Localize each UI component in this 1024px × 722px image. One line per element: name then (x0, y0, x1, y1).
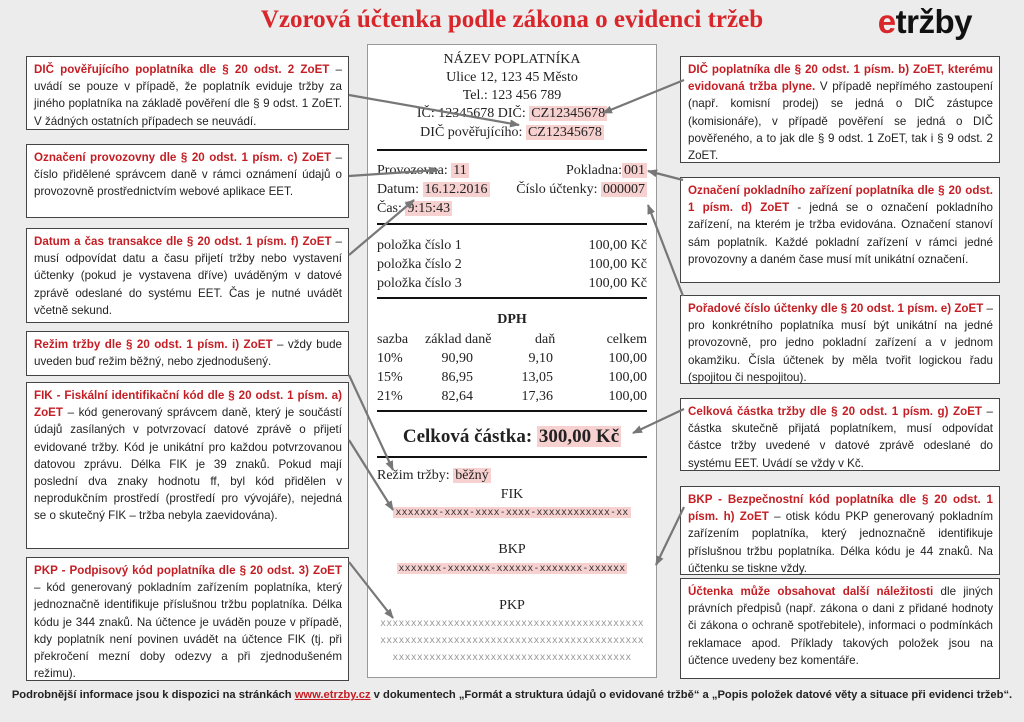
receipt-rezim: Režim tržby: běžný (377, 468, 489, 483)
dph-cell: 90,90 (441, 351, 473, 366)
note-title: Označení pokladního zařízení poplatníka dle § 20 odst. 1 písm. d) ZoET (688, 184, 993, 215)
receipt-item: položka číslo 3 (377, 276, 462, 291)
pkp-code: xxxxxxxxxxxxxxxxxxxxxxxxxxxxxxxxxxxxxxxxxxx (380, 618, 644, 629)
receipt-total: Celková částka: 300,00 Kč (402, 426, 620, 447)
etrzby-logo: etržby (877, 3, 972, 40)
pkp-code: xxxxxxxxxxxxxxxxxxxxxxxxxxxxxxxxxxxxxxx (392, 652, 632, 663)
note-text: – kód generovaný pokladním zařízením poplatníka, který jednoznačně identifikuje příslušnou tržbu poplatníka. Délka kódu je 344 znaků. Na účtence je uváděn pouze v případě, kdy poplatník není povinen uvádět na účtence FIK (tj. při překročení mezní doby odezvy a při zjednodušeném režimu). (34, 581, 342, 681)
note-text: dle jiných právních předpisů (např. zákona o dani z přidané hodnoty či zákona o ochraně spotřebitele), informaci o podmínkách reklamace apod. Příklady takových položek jsou na účtence uvedeny bez komentáře. (688, 585, 993, 667)
bkp-label: BKP (498, 542, 526, 557)
note-text: – vždy bude uveden buď režim běžný, nebo zjednodušený. (34, 338, 342, 369)
note-text: – pro konkrétního poplatníka musí být unikátní na jedné provozovně, pro jedno pokladní zařízení a v jednom okamžiku. Čísla účtenek by měla tvořit logickou řadu (spojitou či nespojitou). (688, 302, 994, 384)
note-title: BKP - Bezpečnostní kód poplatníka dle § 20 odst. 1 písm. h) ZoET (688, 493, 993, 524)
receipt-pokladna: Pokladna: 001 (566, 163, 645, 178)
note-text: – uvádí se pouze v případě, že poplatník eviduje tržby za jiného poplatníka na základě pověření dle § 9 odst. 1 ZoET. V žádných ostatních případech se neuvádí. (34, 63, 343, 128)
arrow-cislo-uctenky (648, 205, 683, 296)
note-title: Celková částka tržby dle § 20 odst. 1 písm. g) ZoET (688, 405, 983, 418)
dph-cell: 9,10 (528, 351, 553, 366)
note-title: PKP - Podpisový kód poplatníka dle § 20 odst. 3) ZoET (34, 564, 342, 577)
note-text: – musí odpovídat datu a času přijetí tržby nebo vystavení účtenky (pokud je vystavena dříve) uváděným v datové zprávě odeslané do systému EET. Čas je nutné uvádět včetně sekund. (34, 235, 343, 317)
note-text: – částka skutečně přijatá poplatníkem, musí odpovídat částce tržby uvedené v datové zprávě odeslané do systému EET. Uvádí se vždy v Kč. (688, 405, 993, 470)
receipt-cislo-uctenky: Číslo účtenky: 000007 (516, 182, 645, 197)
note-title: Označení provozovny dle § 20 odst. 1 písm. c) ZoET (34, 151, 332, 164)
arrow-fik (349, 440, 393, 510)
dph-title: DPH (497, 312, 527, 327)
bkp-code: xxxxxxx-xxxxxxx-xxxxxx-xxxxxxx-xxxxxx (398, 563, 626, 574)
receipt-item-price: 100,00 Kč (588, 276, 647, 291)
dph-cell: 10% (377, 351, 403, 366)
receipt-item: položka číslo 1 (377, 238, 462, 253)
page-title: Vzorová účtenka podle zákona o evidenci tržeb (260, 6, 764, 33)
dph-cell: 100,00 (608, 351, 647, 366)
dph-header-dan: daň (535, 332, 556, 347)
note-text: - jedná se o označení pokladního zařízení, na kterém je tržba evidována. Označení stanoví sám poplatník. Každé pokladní zařízení v rámci jedné provozovny a daném čase musí mít unikátní označení. (688, 201, 993, 266)
receipt-item-price: 100,00 Kč (588, 257, 647, 272)
note-text: – číslo přidělené správcem daně v rámci oznámení údajů o provozovně prostřednictvím webové aplikace EET. (34, 151, 342, 199)
dph-header-celkem: celkem (606, 332, 647, 347)
receipt-address: Ulice 12, 123 45 Město (446, 70, 578, 85)
receipt-total-value: 300,00 Kč (538, 426, 620, 447)
note-text: V případě nepřímého zastoupení (např. komisní prodej) se jedná o DIČ zástupce (komisionáře), v případě pověření se jedná o DIČ pověřeného, a to jak dle § 9 odst. 1 ZoET, tak i § 9 odst. 2 ZoET. (688, 80, 993, 163)
receipt-datum: Datum: 16.12.2016 (377, 182, 488, 197)
dph-cell: 100,00 (608, 370, 647, 385)
receipt-item-price: 100,00 Kč (588, 238, 647, 253)
arrow-datum-cas (349, 200, 414, 255)
dph-cell: 21% (377, 389, 403, 404)
note-title: Pořadové číslo účtenky dle § 20 odst. 1 písm. e) ZoET (688, 302, 984, 315)
etrzby-link[interactable]: www.etrzby.cz (294, 689, 371, 701)
arrow-provozovna (349, 170, 438, 176)
fik-label: FIK (500, 487, 524, 502)
receipt-provozovna: Provozovna: 11 (377, 163, 467, 178)
arrow-dic-poverujiciho (349, 95, 519, 125)
footer-note: Podrobnější informace jsou k dispozici na stránkách www.etrzby.cz v dokumentech „Formát a struktura údajů o evidované tržbě“ a „Popis položek datové věty a situace při evidenci tržeb“. (11, 689, 1013, 701)
pkp-label: PKP (499, 598, 525, 613)
receipt-item: položka číslo 2 (377, 257, 462, 272)
receipt-name: NÁZEV POPLATNÍKA (443, 52, 581, 67)
dph-cell: 100,00 (608, 389, 647, 404)
note-title: DIČ pověřujícího poplatníka dle § 20 odst. 2 ZoET (34, 63, 330, 76)
dph-cell: 13,05 (521, 370, 553, 385)
receipt-cas: Čas: 9:15:43 (377, 201, 451, 216)
receipt-dic-pov-value: CZ12345678 (527, 125, 602, 140)
note-title: Režim tržby dle § 20 odst. 1 písm. i) ZoET (34, 338, 273, 351)
note-title: FIK - Fiskální identifikační kód dle § 20 odst. 1 písm. a) ZoET (34, 389, 342, 420)
arrow-pkp (349, 562, 393, 618)
fik-code: xxxxxxx-xxxx-xxxx-xxxx-xxxxxxxxxxxx-xx (395, 507, 629, 518)
receipt-ic-dic: IČ: 12345678 DIČ: CZ12345678 (416, 106, 606, 121)
arrow-celkova-castka (633, 409, 684, 433)
note-title: Účtenka může obsahovat další náležitosti (688, 585, 934, 598)
dph-header-sazba: sazba (377, 332, 409, 347)
note-text: – otisk kódu PKP generovaný pokladním zařízením poplatníka, který jednoznačně identifikuje příslušnou tržbu poplatníka. Délka kódu je 44 znaků. Na účtenku se tiskne vždy. (688, 510, 993, 575)
arrow-pokladna (648, 171, 683, 180)
dph-cell: 86,95 (441, 370, 473, 385)
receipt-dic-value: CZ12345678 (531, 106, 606, 121)
receipt-phone: Tel.: 123 456 789 (462, 88, 562, 103)
dph-cell: 17,36 (521, 389, 553, 404)
receipt-dic-poverujiciho: DIČ pověřujícího: CZ12345678 (420, 125, 602, 140)
arrow-dic-poplatnika (603, 80, 684, 113)
pkp-code: xxxxxxxxxxxxxxxxxxxxxxxxxxxxxxxxxxxxxxxxxxx (380, 635, 644, 646)
dph-cell: 15% (377, 370, 403, 385)
arrow-bkp (656, 507, 684, 565)
dph-cell: 82,64 (441, 389, 473, 404)
note-title: Datum a čas transakce dle § 20 odst. 1 písm. f) ZoET (34, 235, 332, 248)
dph-header-zaklad: základ daně (425, 332, 492, 347)
note-text: – kód generovaný správcem daně, který je součástí údajů zasílaných v potvrzovací datové zprávě o přijetí evidované tržby. Kód je unikátní pro každou potvrzovanou datovou zprávu. Délka FIK je 39 znaků. Pokud mají poslední dva znaky hodnotu ff, byl kód přidělen v neprodukčním prostředí (prostředí pro vývojáře), nejedná se o skutečný FIK – tržba nebyla zaevidována). (34, 406, 342, 523)
arrow-rezim (349, 375, 393, 470)
note-title: DIČ poplatníka dle § 20 odst. 1 písm. b) ZoET, kterému evidovaná tržba plyne. (688, 63, 993, 94)
